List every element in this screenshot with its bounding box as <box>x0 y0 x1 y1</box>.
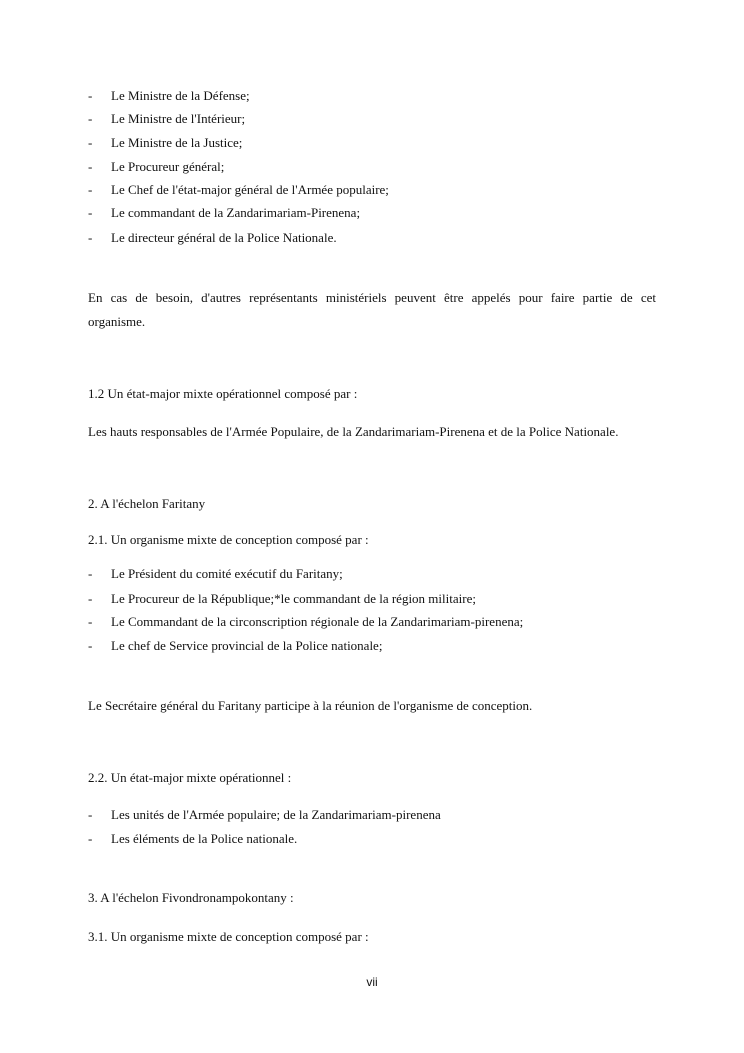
section-heading: 3.1. Un organisme mixte de conception composé par : <box>88 929 369 944</box>
list-item: Le Commandant de la circonscription régionale de la Zandarimariam-pirenena; <box>111 614 524 629</box>
list-item: Le commandant de la Zandarimariam-Pirenena; <box>111 205 361 220</box>
list-item: Le Ministre de la Justice; <box>111 135 243 150</box>
bullet: - <box>88 111 93 126</box>
bullet: - <box>88 230 93 245</box>
bullet: - <box>88 591 93 606</box>
section-heading: 2. A l'échelon Faritany <box>88 496 206 511</box>
section-heading: 1.2 Un état-major mixte opérationnel composé par : <box>88 386 358 401</box>
list-item: Le Président du comité exécutif du Faritany; <box>111 566 343 581</box>
bullet: - <box>88 638 93 653</box>
list-item: Le directeur général de la Police Nationale. <box>111 230 337 245</box>
list-item: Le Chef de l'état-major général de l'Armée populaire; <box>111 182 389 197</box>
bullet: - <box>88 88 93 103</box>
list-item: Le Procureur de la République;*le commandant de la région militaire; <box>111 591 476 606</box>
bullet: - <box>88 831 93 846</box>
bullet: - <box>88 807 93 822</box>
section-heading: 3. A l'échelon Fivondronampokontany : <box>88 890 294 905</box>
list-item: Les éléments de la Police nationale. <box>111 831 298 846</box>
paragraph: Les hauts responsables de l'Armée Populaire, de la Zandarimariam-Pirenena et de la Police Nationale. <box>88 424 619 439</box>
list-item: Le chef de Service provincial de la Police nationale; <box>111 638 383 653</box>
list-item: Le Procureur général; <box>111 159 225 174</box>
bullet: - <box>88 159 93 174</box>
paragraph: Le Secrétaire général du Faritany participe à la réunion de l'organisme de conception. <box>88 698 533 713</box>
section-heading: 2.1. Un organisme mixte de conception composé par : <box>88 532 369 547</box>
section-heading: 2.2. Un état-major mixte opérationnel : <box>88 770 292 785</box>
paragraph-line: En cas de besoin, d'autres représentants ministériels peuvent être appelés pour faire partie de cet <box>88 290 656 305</box>
paragraph-line: organisme. <box>88 314 146 329</box>
bullet: - <box>88 182 93 197</box>
list-item: Les unités de l'Armée populaire; de la Zandarimariam-pirenena <box>111 807 441 822</box>
bullet: - <box>88 614 93 629</box>
page-number: vii <box>366 975 378 989</box>
bullet: - <box>88 135 93 150</box>
bullet: - <box>88 566 93 581</box>
list-item: Le Ministre de l'Intérieur; <box>111 111 246 126</box>
bullet: - <box>88 205 93 220</box>
list-item: Le Ministre de la Défense; <box>111 88 250 103</box>
